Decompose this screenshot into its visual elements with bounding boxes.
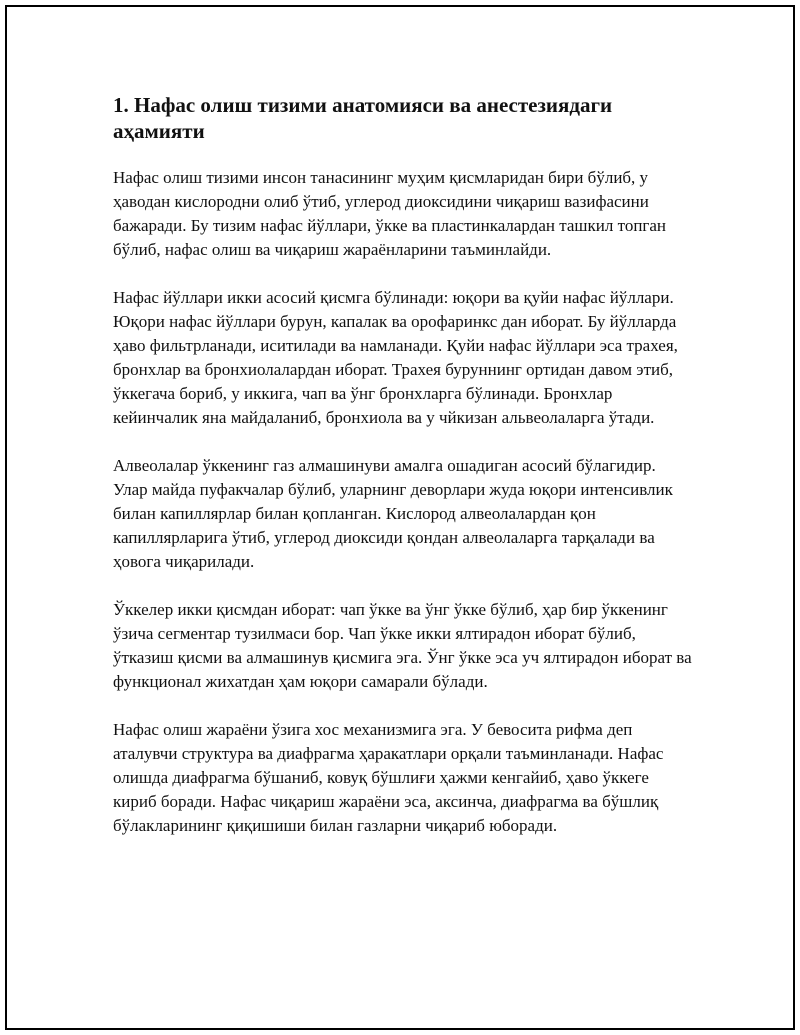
document-body: [113, 92, 693, 838]
paragraph-respiratory-system: Нафас олиш тизими инсон танасининг муҳим қисмларидан бири бўлиб, у ҳаводан кислородни олиб ўтиб, углерод диоксидини чиқариш вазифасини бажаради. Бу тизим нафас йўллари, ўкке ва пластинкалардан ташкил топган бўлиб, нафас олиш ва чиқариш жараёнларини таъминлайди.: [113, 168, 667, 259]
paragraph-breathing-mechanism: Нафас олиш жараёни ўзига хос механизмига эга. У бевосита рифма деп аталувчи структура ва диафрагма ҳаракатлари орқали таъминланади. Нафас олишда диафрагма бўшаниб, ковуқ бўшлиғи ҳажми кенгайиб, ҳаво ўккеге кириб боради. Нафас чиқариш жараёни эса, аксинча, диафрагма ва бўшлиқ бўлакларининг қиқишиши билан газларни чиқариб юборади.: [113, 720, 664, 835]
paragraph-airways: Нафас йўллари икки асосий қисмга бўлинади: юқори ва қуйи нафас йўллари. Юқори нафас йўллари бурун, капалак ва орофаринкс дан иборат. Бу йўлларда ҳаво фильтрланади, иситилади ва намланади. Қуйи нафас йўллари эса трахея, бронхлар ва бронхиолалардан иборат. Трахея буруннинг ортидан давом этиб, ўккегача бориб, у иккига, чап ва ўнг бронхларга бўлинади. Бронхлар кейинчалик яна майдаланиб, бронхиола ва у чйкизан альвеолаларга ўтади.: [113, 288, 678, 427]
paragraph-alveoli: Алвеолалар ўккенинг газ алмашинуви амалга ошадиган асосий бўлагидир. Улар майда пуфакчалар бўлиб, уларнинг деворлари жуда юқори интенсивлик билан капиллярлар билан қопланган. Кислород алвеолалардан қон капиллярларига ўтиб, углерод диоксиди қондан алвеолаларга тарқалади ва ҳовога чиқарилади.: [113, 456, 673, 571]
section-title: 1. Нафас олиш тизими анатомияси ва анестезиядаги аҳамияти: [113, 93, 613, 143]
paragraph-lungs: Ўккелер икки қисмдан иборат: чап ўкке ва ўнг ўкке бўлиб, ҳар бир ўккенинг ўзича сегментар тузилмаси бор. Чап ўкке икки ялтирадон иборат бўлиб, ўтказиш қисми ва алмашинув қисмига эга. Ўнг ўкке эса уч ялтирадон иборат ва функционал жихатдан ҳам юқори самарали бўлади.: [113, 600, 692, 691]
